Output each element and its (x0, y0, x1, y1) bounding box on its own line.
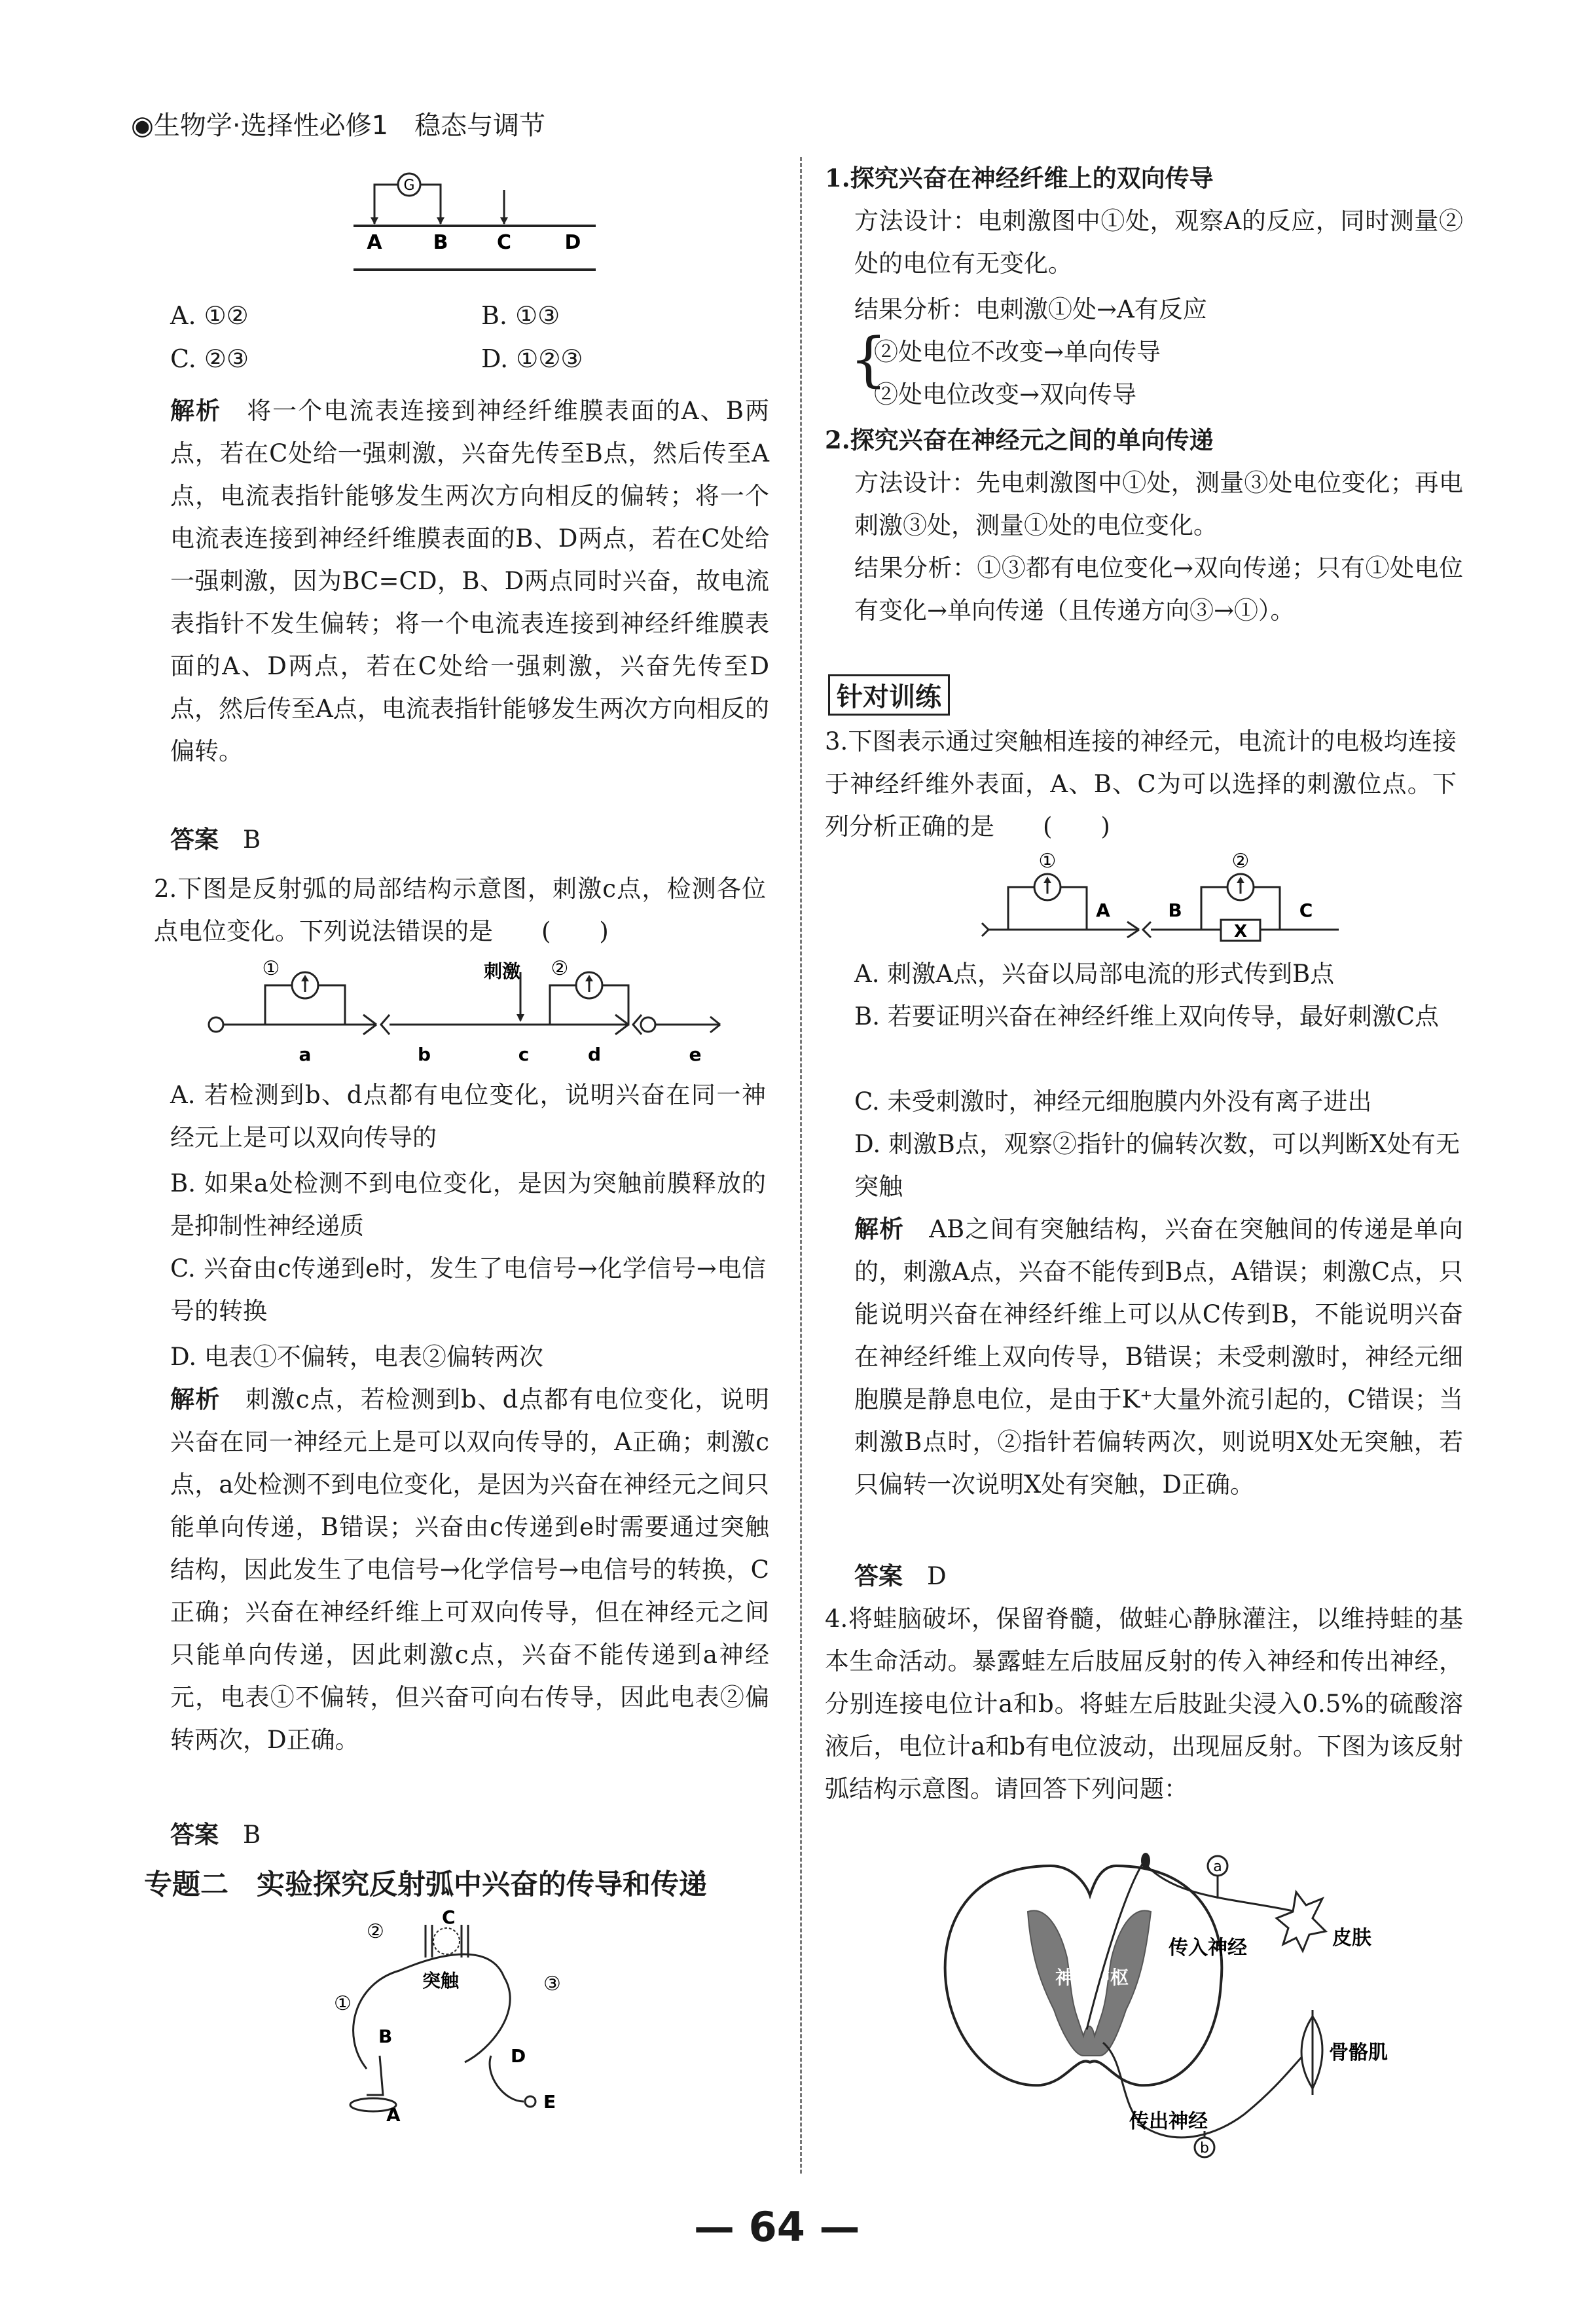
label-c: C (1299, 900, 1313, 921)
q1-option-d: D. ①②③ (481, 344, 583, 373)
answer-label: 答案 (170, 826, 219, 854)
q3-answer (854, 1555, 947, 1597)
training-heading (828, 674, 950, 716)
electrode-b-label: b (1200, 2140, 1209, 2157)
q2-option-c: C. 兴奋由c传递到e时，发生了电信号→化学信号→电信号的转换 (170, 1254, 766, 1325)
brace: { (850, 325, 888, 394)
topic2-heading (144, 1863, 707, 1903)
point-b: B (433, 231, 448, 254)
q3-paren: ( ) (1043, 812, 1110, 841)
skin-label: 皮肤 (1332, 1927, 1371, 1950)
meter1-label: ① (1038, 851, 1057, 873)
q2-paren: ( ) (541, 917, 609, 945)
q1-answer (170, 818, 261, 861)
analysis-text: 刺激c点，若检测到b、d点都有电位变化，说明兴奋在同一神经元上是可以双向传导的，A正确；刺激c点，a处检测不到电位变化，是因为兴奋在神经元之间只能单向传递，B错误；兴奋由c传递到e时需要通过突触结构，因此发生了电信号→化学信号→电信号的转换，C正确；兴奋在神经纤维上可双向传导，但在神经元之间只能单向传递，因此刺激c点，兴奋不能传递到a神经元，电表①不偏转，但兴奋可向右传导，因此电表②偏转两次，D正确。 (170, 1385, 770, 1754)
r1-case2: ②处电位改变→双向传导 (874, 380, 1137, 409)
q2-answer (170, 1813, 261, 1856)
label-x: X (1233, 922, 1248, 941)
figure-q2-reflex-arc (203, 959, 766, 1070)
analysis-label: 解析 (170, 1385, 221, 1413)
label-b: B (1168, 900, 1182, 921)
topic-title: 实验探究反射弧中兴奋的传导和传递 (257, 1868, 707, 1901)
point-c: c (518, 1044, 530, 1065)
meter-label: G (403, 177, 415, 194)
circle-bullet-icon: ◉ (131, 111, 154, 141)
r2-method: 方法设计：先电刺激图中①处，测量③处电位变化；再电刺激③处，测量①处的电位变化。 (854, 469, 1463, 539)
point-a: A (367, 231, 382, 254)
q2-option-a: A. 若检测到b、d点都有电位变化，说明兴奋在同一神经元上是可以双向传导的 (170, 1081, 766, 1152)
q2-stem (154, 867, 766, 953)
figure-q3-synapse-neurons (975, 851, 1355, 962)
label-3: ③ (543, 1973, 561, 1995)
answer-value: B (243, 826, 261, 854)
r2-result: 结果分析：①③都有电位变化→双向传递；只有①处电位有变化→单向传递（且传递方向③→①）。 (854, 554, 1463, 625)
label-b: B (378, 2026, 393, 2047)
meter1-label: ① (262, 959, 280, 980)
figure-topic2-reflex-arc (327, 1905, 589, 2121)
q2-stem-text: 2.下图是反射弧的局部结构示意图，刺激c点，检测各位点电位变化。下列说法错误的是 (154, 875, 766, 945)
efferent-label: 传出神经 (1129, 2110, 1208, 2133)
label-1: ① (334, 1992, 352, 2015)
r1-result: 结果分析：电刺激①处→A有反应 (854, 295, 1207, 323)
electrode-a-label: a (1213, 1859, 1222, 1875)
q2-analysis (170, 1378, 769, 1761)
q2-option-d: D. 电表①不偏转，电表②偏转两次 (170, 1343, 543, 1371)
q3-stem (825, 720, 1457, 848)
r2-title: 2.探究兴奋在神经元之间的单向传递 (825, 426, 1214, 454)
q1-option-b: B. ①③ (481, 301, 560, 330)
label-e: E (543, 2091, 556, 2113)
q3-option-b: B. 若要证明兴奋在神经纤维上双向传导，最好刺激C点 (854, 1002, 1440, 1030)
stimulus-label: 刺激 (483, 960, 521, 982)
point-d: d (587, 1044, 602, 1065)
point-a: a (299, 1044, 312, 1065)
column-divider (800, 157, 802, 2174)
label-a: A (386, 2104, 401, 2121)
analysis-label: 解析 (854, 1215, 905, 1243)
label-synapse: 突触 (422, 1970, 460, 1992)
point-b: b (417, 1044, 431, 1065)
page-number: — 64 — (694, 2203, 860, 2251)
topic-label: 专题二 (144, 1868, 228, 1901)
figure-q4-reflex-arc (930, 1846, 1427, 2167)
training-label: 针对训练 (828, 674, 950, 716)
header-title: 生物学·选择性必修1 稳态与调节 (153, 111, 546, 141)
figure-q1-galvanometer (340, 164, 602, 282)
q3-option-c: C. 未受刺激时，神经元细胞膜内外没有离子进出 (854, 1087, 1372, 1116)
q2-option-b: B. 如果a处检测不到电位变化，是因为突触前膜释放的是抑制性神经递质 (170, 1169, 766, 1240)
label-c: C (442, 1906, 456, 1928)
analysis-text: AB之间有突触结构，兴奋在突触间的传递是单向的，刺激A点，兴奋不能传到B点，A错误；刺激C点，只能说明兴奋在神经纤维上可以从C传到B，不能说明兴奋在神经纤维上双向传导，B错误；未受刺激时，神经元细胞膜是静息电位，是由于K⁺大量外流引起的，C错误；当刺激B点时，②指针若偏转两次，则说明X处无突触，若只偏转一次说明X处有突触，D正确。 (854, 1215, 1463, 1499)
meter2-label: ② (1231, 851, 1250, 873)
page-header (131, 105, 545, 142)
point-d: D (564, 231, 581, 254)
r1-title: 1.探究兴奋在神经纤维上的双向传导 (825, 164, 1214, 192)
q3-stem-text: 3.下图表示通过突触相连接的神经元，电流计的电极均连接于神经纤维外表面，A、B、C为可以选择的刺激位点。下列分析正确的是 (825, 727, 1457, 841)
analysis-text: 将一个电流表连接到神经纤维膜表面的A、B两点，若在C处给一强刺激，兴奋先传至B点，然后传至A点，电流表指针能够发生两次方向相反的偏转；将一个电流表连接到神经纤维膜表面的B、D两点，若在C处给一强刺激，因为BC=CD，B、D两点同时兴奋，故电流表指针不发生偏转；将一个电流表连接到神经纤维膜表面的A、D两点，若在C处给一强刺激，兴奋先传至D点，然后传至A点，电流表指针能够发生两次方向相反的偏转。 (170, 397, 769, 765)
answer-label: 答案 (854, 1562, 903, 1590)
label-a: A (1096, 900, 1110, 921)
q4-stem: 4.将蛙脑破坏，保留脊髓，做蛙心静脉灌注，以维持蛙的基本生命活动。暴露蛙左后肢屈反射的传入神经和传出神经，分别连接电位计a和b。将蛙左后肢趾尖浸入0.5%的硫酸溶液后，电位计a和b有电位波动，出现屈反射。下图为该反射弧结构示意图。请回答下列问题： (825, 1605, 1463, 1803)
point-e: e (689, 1044, 702, 1065)
meter2-label: ② (551, 959, 569, 980)
q1-option-a: A. ①② (170, 301, 249, 330)
answer-value: B (243, 1821, 261, 1849)
label-2: ② (367, 1920, 384, 1943)
point-c: C (496, 231, 512, 254)
center-label: 神经中枢 (1055, 1967, 1129, 1988)
q3-option-a: A. 刺激A点，兴奋以局部电流的形式传到B点 (854, 960, 1335, 988)
q1-option-c: C. ②③ (170, 344, 249, 373)
muscle-label: 骨骼肌 (1329, 2041, 1388, 2064)
q3-analysis (854, 1208, 1463, 1506)
q3-option-d: D. 刺激B点，观察②指针的偏转次数，可以判断X处有无突触 (854, 1130, 1460, 1201)
q1-analysis (170, 390, 769, 773)
afferent-label: 传入神经 (1169, 1937, 1247, 1959)
analysis-label: 解析 (170, 397, 222, 425)
r1-method: 方法设计：电刺激图中①处，观察A的反应，同时测量②处的电位有无变化。 (854, 207, 1463, 278)
label-d: D (511, 2045, 526, 2067)
answer-label: 答案 (170, 1821, 219, 1849)
answer-value: D (927, 1562, 947, 1590)
r1-case1: ②处电位不改变→单向传导 (874, 338, 1161, 366)
